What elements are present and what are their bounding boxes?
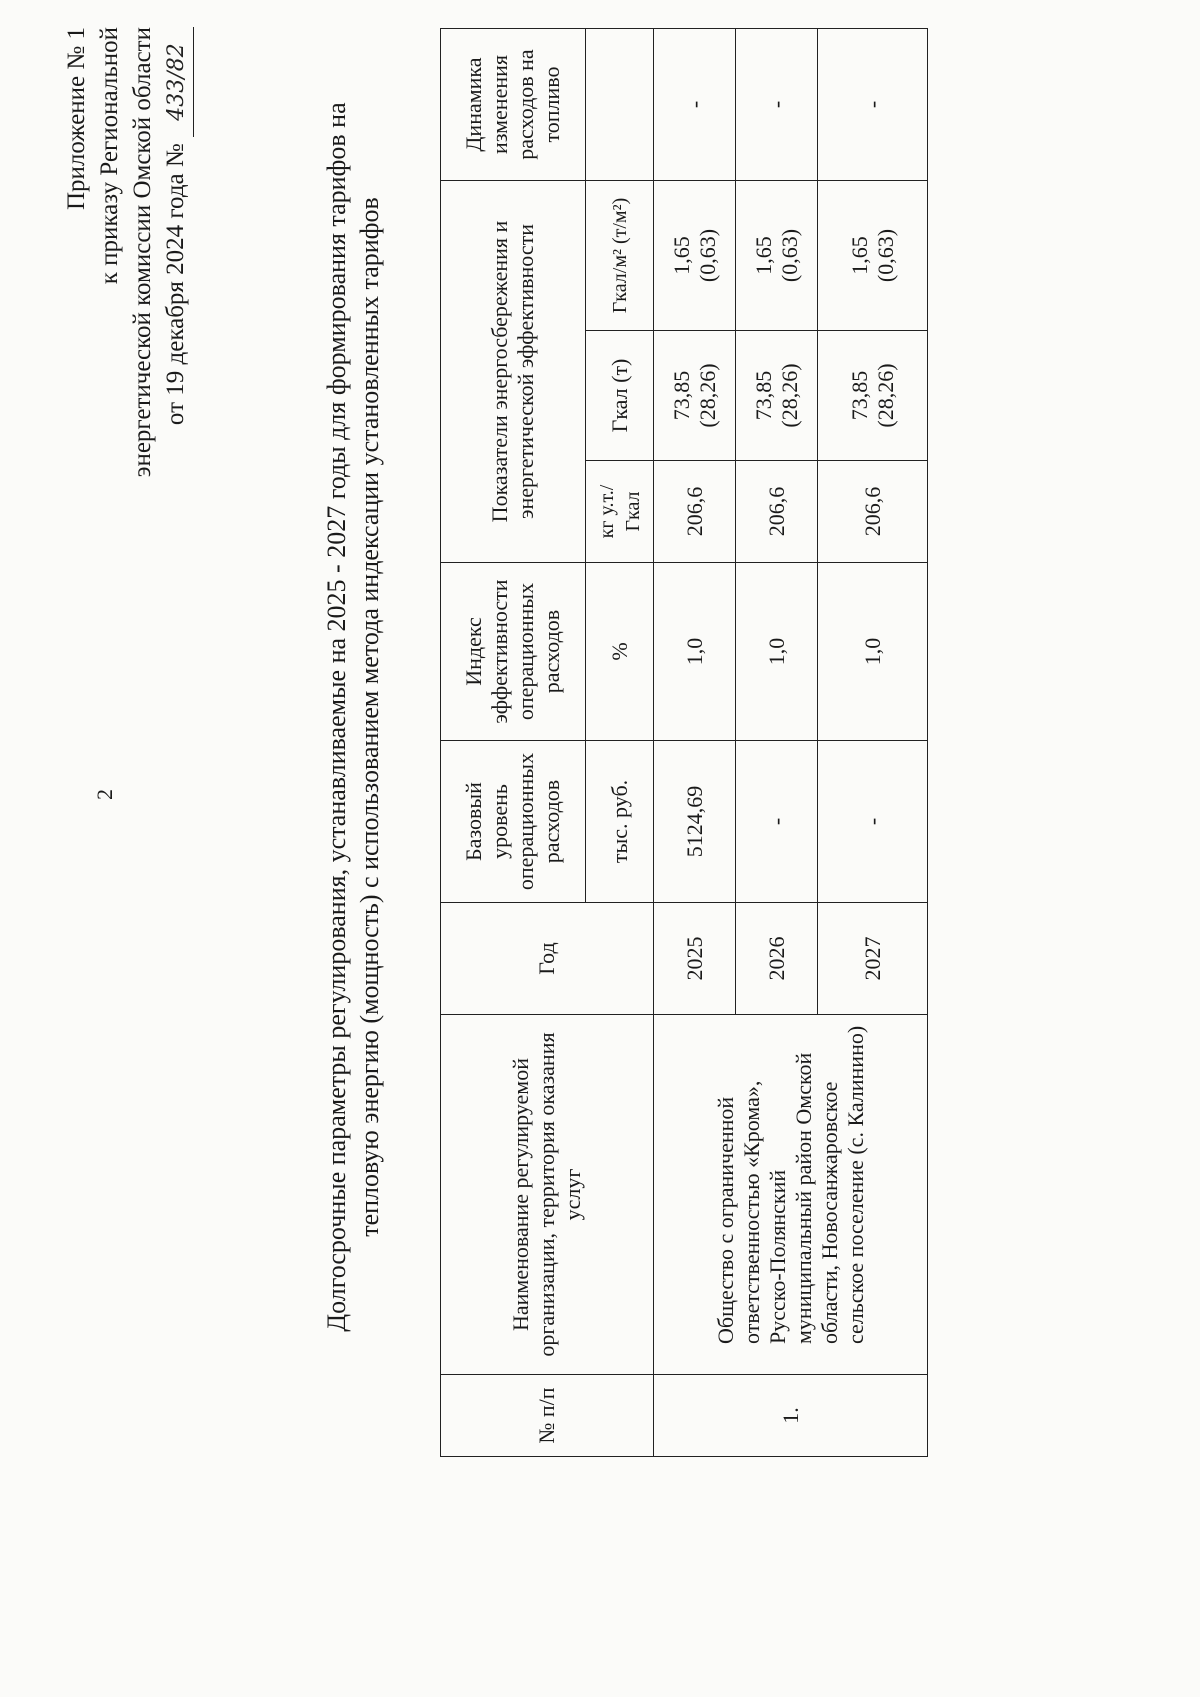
- fuel-rate-cell: 206,6: [736, 461, 818, 563]
- losses-heat-t-value: (28,26): [694, 363, 720, 428]
- losses-area-value: 1,65: [846, 236, 872, 275]
- losses-area-value: 1,65: [668, 236, 694, 275]
- base-level-cell: -: [736, 741, 818, 903]
- appendix-header: [60, 27, 194, 547]
- unit-efficiency-index: %: [586, 563, 654, 741]
- losses-area-cell: [736, 181, 818, 331]
- base-level-cell: -: [818, 741, 928, 903]
- order-number-handwritten: 433/82: [160, 27, 194, 137]
- year-cell: 2025: [654, 903, 736, 1015]
- unit-fuel-rate: кг у.т./Гкал: [586, 461, 654, 563]
- header-fuel-dynamics: Динамика изменения расходов на топливо: [441, 29, 586, 181]
- appendix-date: от 19 декабря 2024 года №: [162, 143, 189, 426]
- losses-heat-value: 73,85: [846, 370, 872, 421]
- year-cell: 2026: [736, 903, 818, 1015]
- appendix-line-3: энергетической комиссии Омской области: [129, 27, 156, 478]
- losses-heat-value: 73,85: [750, 370, 776, 421]
- losses-heat-t-value: (28,26): [872, 363, 898, 428]
- losses-area-cell: [654, 181, 736, 331]
- year-cell: 2027: [818, 903, 928, 1015]
- row-number: 1.: [654, 1375, 928, 1457]
- parameters-table: [440, 28, 928, 1457]
- fuel-dynamics-cell: -: [654, 29, 736, 181]
- losses-heat-cell: [736, 331, 818, 461]
- appendix-line-4: [159, 27, 194, 547]
- fuel-dynamics-cell: -: [736, 29, 818, 181]
- losses-area-t-value: (0,63): [776, 228, 802, 283]
- losses-area-value: 1,65: [750, 236, 776, 275]
- unit-losses-heat: Гкал (т): [586, 331, 654, 461]
- header-year: Год: [441, 903, 654, 1015]
- header-name: Наименование регулируемой организации, территория оказания услуг: [441, 1015, 654, 1375]
- losses-area-t-value: (0,63): [694, 228, 720, 283]
- fuel-dynamics-cell: -: [818, 29, 928, 181]
- appendix-line-1: Приложение № 1: [63, 27, 90, 211]
- base-level-cell: 5124,69: [654, 741, 736, 903]
- appendix-line-2: к приказу Региональной: [96, 27, 123, 285]
- header-efficiency-index: Индекс эффективности операционных расходов: [441, 563, 586, 741]
- organization-name: Общество с ограниченной ответственностью «Крома», Русско-Полянский муниципальный район Омской области, Новосанжаровское сельское поселение (с. Калинино): [654, 1015, 928, 1375]
- efficiency-index-cell: 1,0: [654, 563, 736, 741]
- fuel-rate-cell: 206,6: [818, 461, 928, 563]
- document-title: [320, 0, 386, 1457]
- fuel-rate-cell: 206,6: [654, 461, 736, 563]
- table-row: [654, 29, 736, 1457]
- losses-heat-value: 73,85: [668, 370, 694, 421]
- efficiency-index-cell: 1,0: [736, 563, 818, 741]
- losses-heat-cell: [654, 331, 736, 461]
- header-base-level: Базовый уровень операционных расходов: [441, 741, 586, 903]
- losses-area-t-value: (0,63): [872, 228, 898, 283]
- header-energy-saving: Показатели энергосбережения и энергетической эффективности: [441, 181, 586, 563]
- losses-heat-t-value: (28,26): [776, 363, 802, 428]
- unit-losses-area: Гкал/м² (т/м²): [586, 181, 654, 331]
- header-row: [441, 29, 586, 1457]
- unit-fuel-dynamics: [586, 29, 654, 181]
- title-line-2: тепловую энергию (мощность) с использованием метода индексации установленных тарифов: [355, 197, 384, 1237]
- losses-heat-cell: [818, 331, 928, 461]
- efficiency-index-cell: 1,0: [818, 563, 928, 741]
- losses-area-cell: [818, 181, 928, 331]
- page-number: 2: [92, 789, 117, 800]
- title-line-1: Долгосрочные параметры регулирования, устанавливаемые на 2025 - 2027 годы для формирования тарифов на: [322, 102, 351, 1332]
- header-num: № п/п: [441, 1375, 654, 1457]
- unit-base-level: тыс. руб.: [586, 741, 654, 903]
